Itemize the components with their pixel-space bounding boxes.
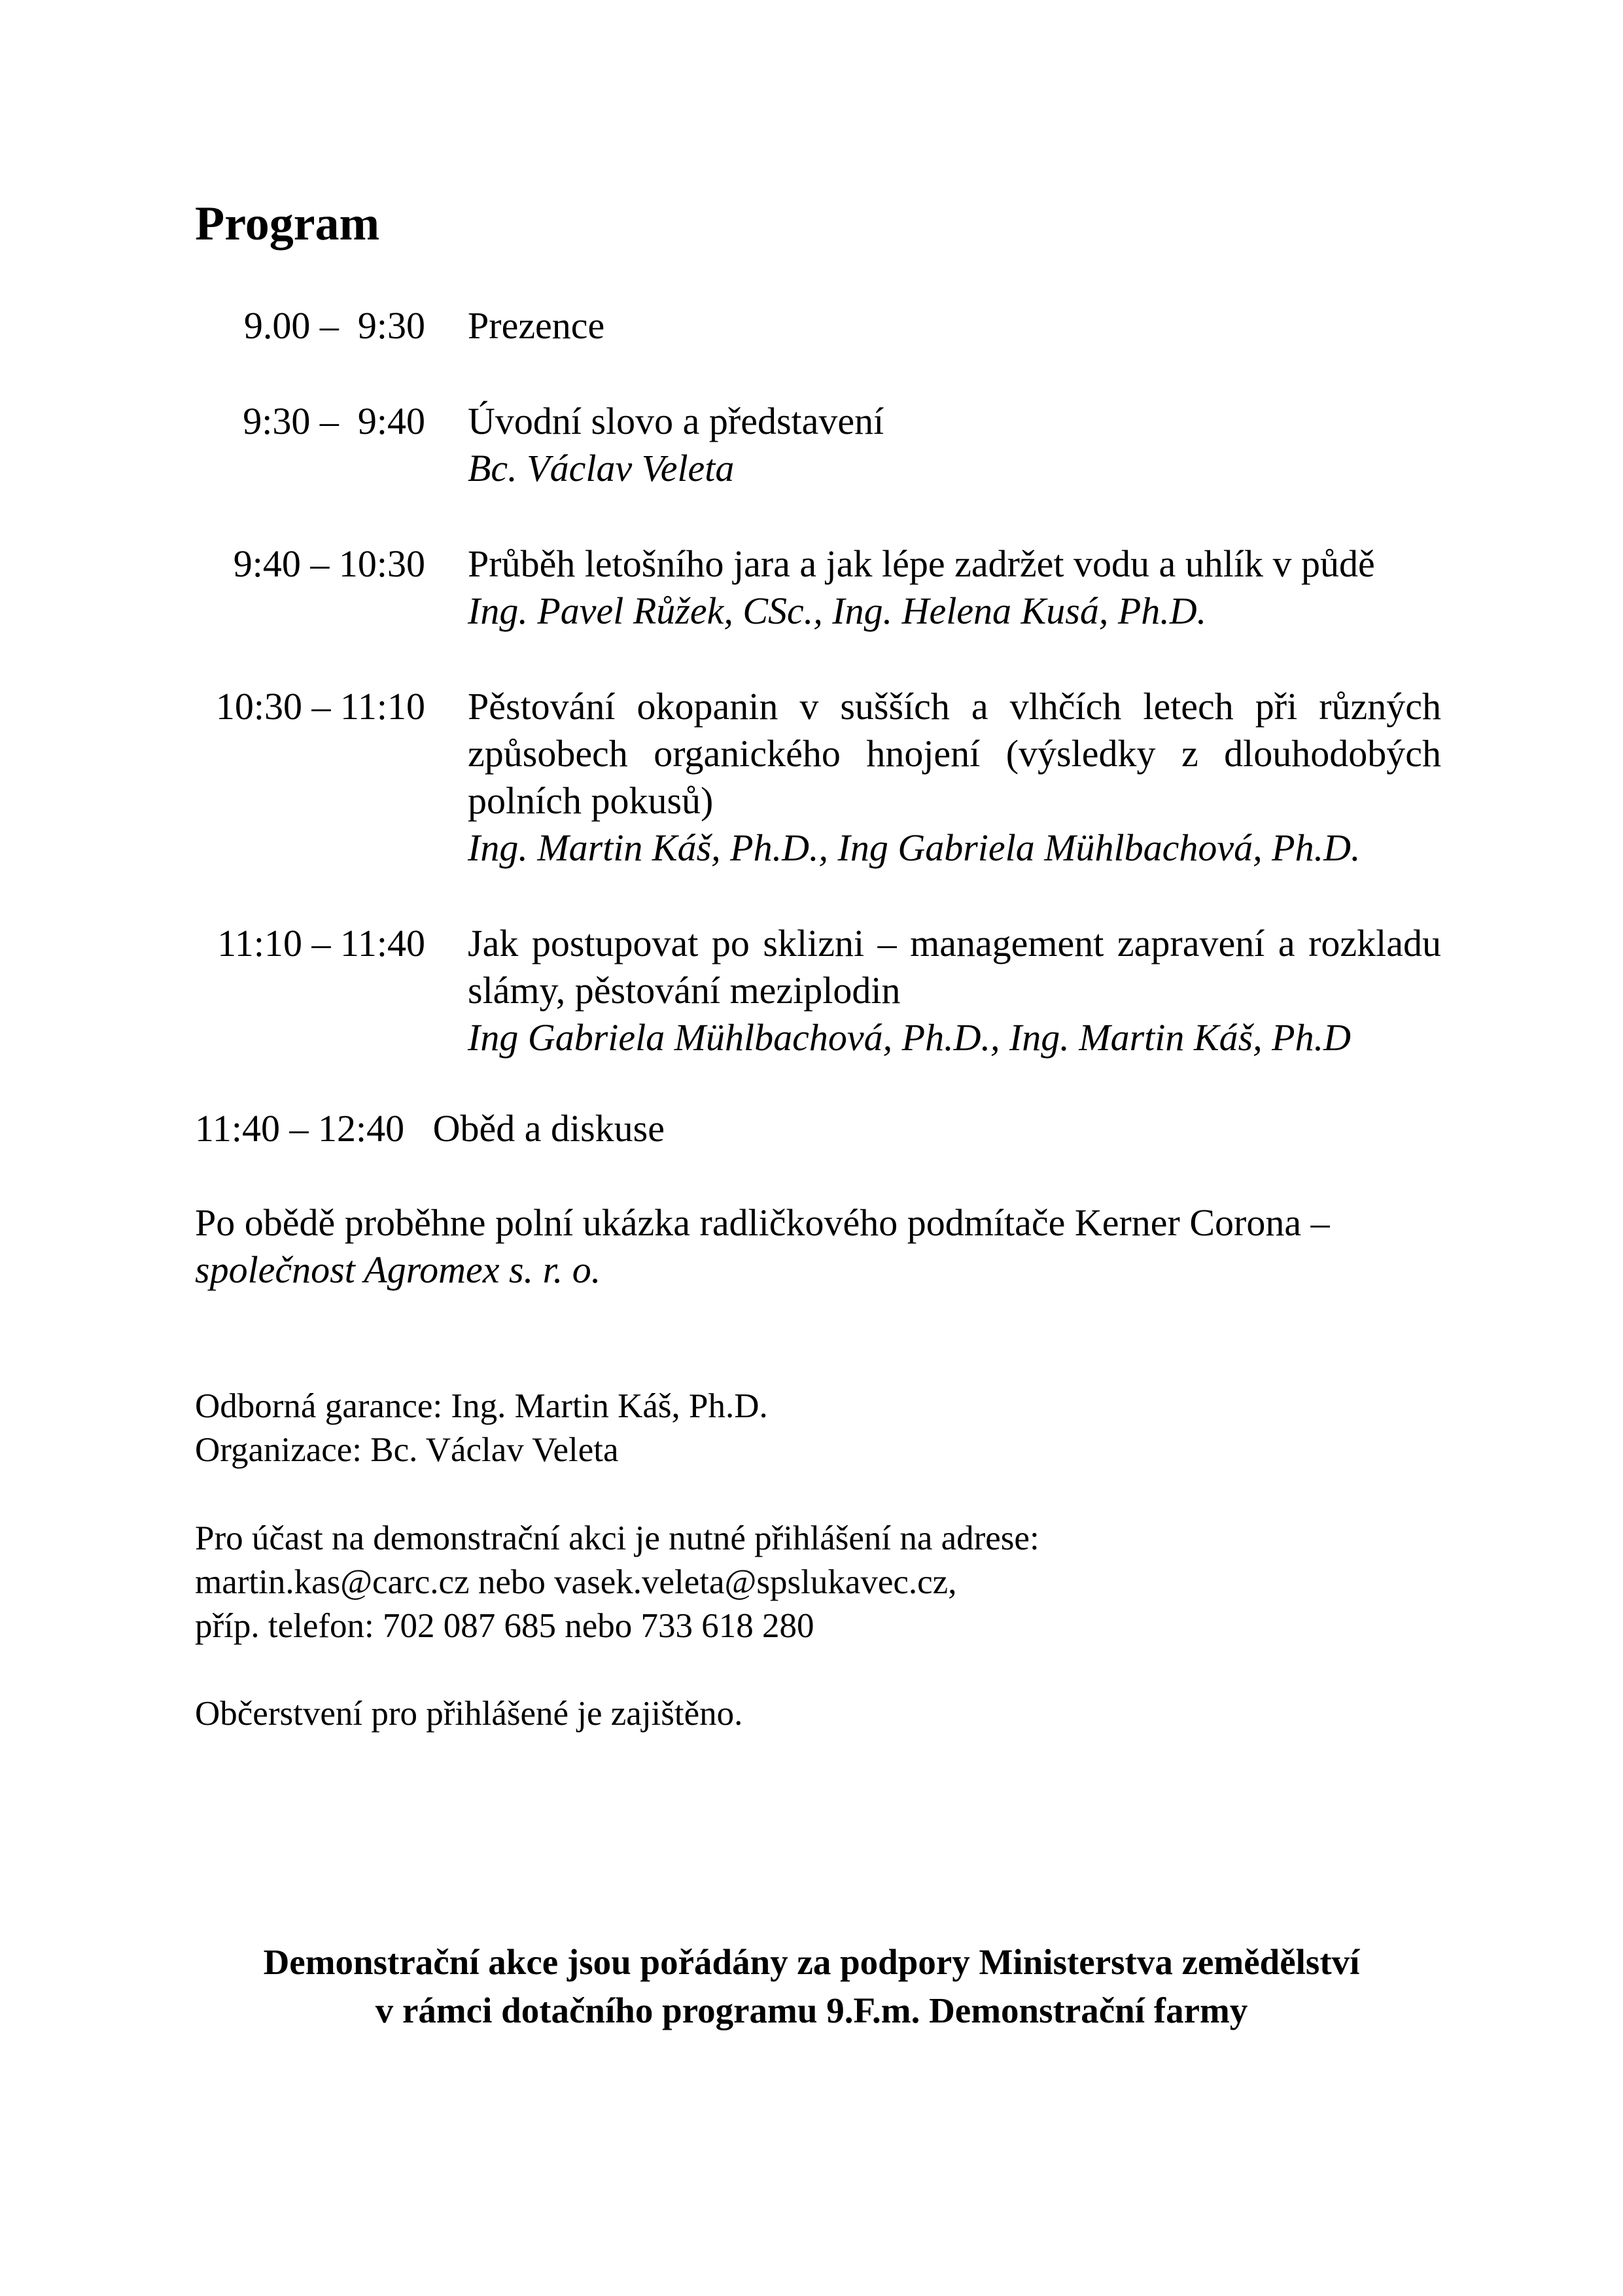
refreshments: Občerstvení pro přihlášené je zajištěno. (195, 1695, 743, 1733)
agenda-speakers: Bc. Václav Veleta (468, 447, 735, 489)
refreshments-note (195, 1692, 1441, 1736)
guarantee: Odborná garance: Ing. Martin Káš, Ph.D. (195, 1387, 768, 1425)
agenda-topic: Úvodní slovo a představení (468, 400, 884, 442)
agenda-content (468, 302, 1441, 349)
agenda-speakers: Ing. Martin Káš, Ph.D., Ing Gabriela Mühlbachová, Ph.D. (468, 826, 1361, 869)
footer-line-2: v rámci dotačního programu 9.F.m. Demonstrační farmy (375, 1990, 1248, 2030)
registration-line: Pro účast na demonstrační akci je nutné přihlášení na adrese: (195, 1519, 1039, 1557)
agenda-content (468, 540, 1441, 635)
agenda-item-lunch (195, 1105, 665, 1152)
lunch-time: 11:40 – 12:40 (195, 1107, 405, 1150)
field-demo-note (195, 1199, 1441, 1294)
registration-contacts: martin.kas@carc.cz nebo vasek.veleta@spslukavec.cz, (195, 1563, 957, 1601)
agenda-topic: Prezence (468, 304, 605, 347)
agenda-topic: Průběh letošního jara a jak lépe zadržet vodu a uhlík v půdě (468, 542, 1375, 585)
agenda-content (468, 398, 1441, 492)
agenda-time: 11:10 – 11:40 (217, 922, 425, 964)
guarantee-info (195, 1385, 1441, 1472)
agenda-time: 9:30 – 9:40 (243, 400, 425, 442)
agenda-speakers: Ing. Pavel Růžek, CSc., Ing. Helena Kusá, Ph.D. (468, 590, 1207, 632)
organization: Organizace: Bc. Václav Veleta (195, 1431, 619, 1469)
footer-line-1: Demonstrační akce jsou pořádány za podpory Ministerstva zemědělství (263, 1942, 1360, 1982)
page-title: Program (195, 197, 380, 251)
agenda-time: 9:40 – 10:30 (233, 542, 425, 585)
agenda-content (468, 920, 1441, 1061)
agenda-time: 10:30 – 11:10 (215, 685, 425, 728)
agenda-speakers: Ing Gabriela Mühlbachová, Ph.D., Ing. Martin Káš, Ph.D (468, 1016, 1351, 1059)
agenda-content (468, 683, 1441, 872)
agenda-topic: Jak postupovat po sklizni – management zapravení a rozkladu slámy, pěstování meziplodin (468, 922, 1441, 1012)
registration-phone: příp. telefon: 702 087 685 nebo 733 618 280 (195, 1607, 814, 1645)
lunch-topic: Oběd a diskuse (432, 1107, 665, 1150)
footer-support-note (0, 1938, 1623, 2035)
agenda-time: 9.00 – 9:30 (243, 304, 425, 347)
registration-info (195, 1517, 1441, 1648)
demo-company: společnost Agromex s. r. o. (195, 1248, 601, 1291)
agenda-topic: Pěstování okopanin v sušších a vlhčích letech při různých způsobech organického hnojení (výsledky z dlouhodobých polních pokusů) (468, 685, 1441, 822)
demo-text: Po obědě proběhne polní ukázka radličkového podmítače Kerner Corona – (195, 1201, 1330, 1244)
